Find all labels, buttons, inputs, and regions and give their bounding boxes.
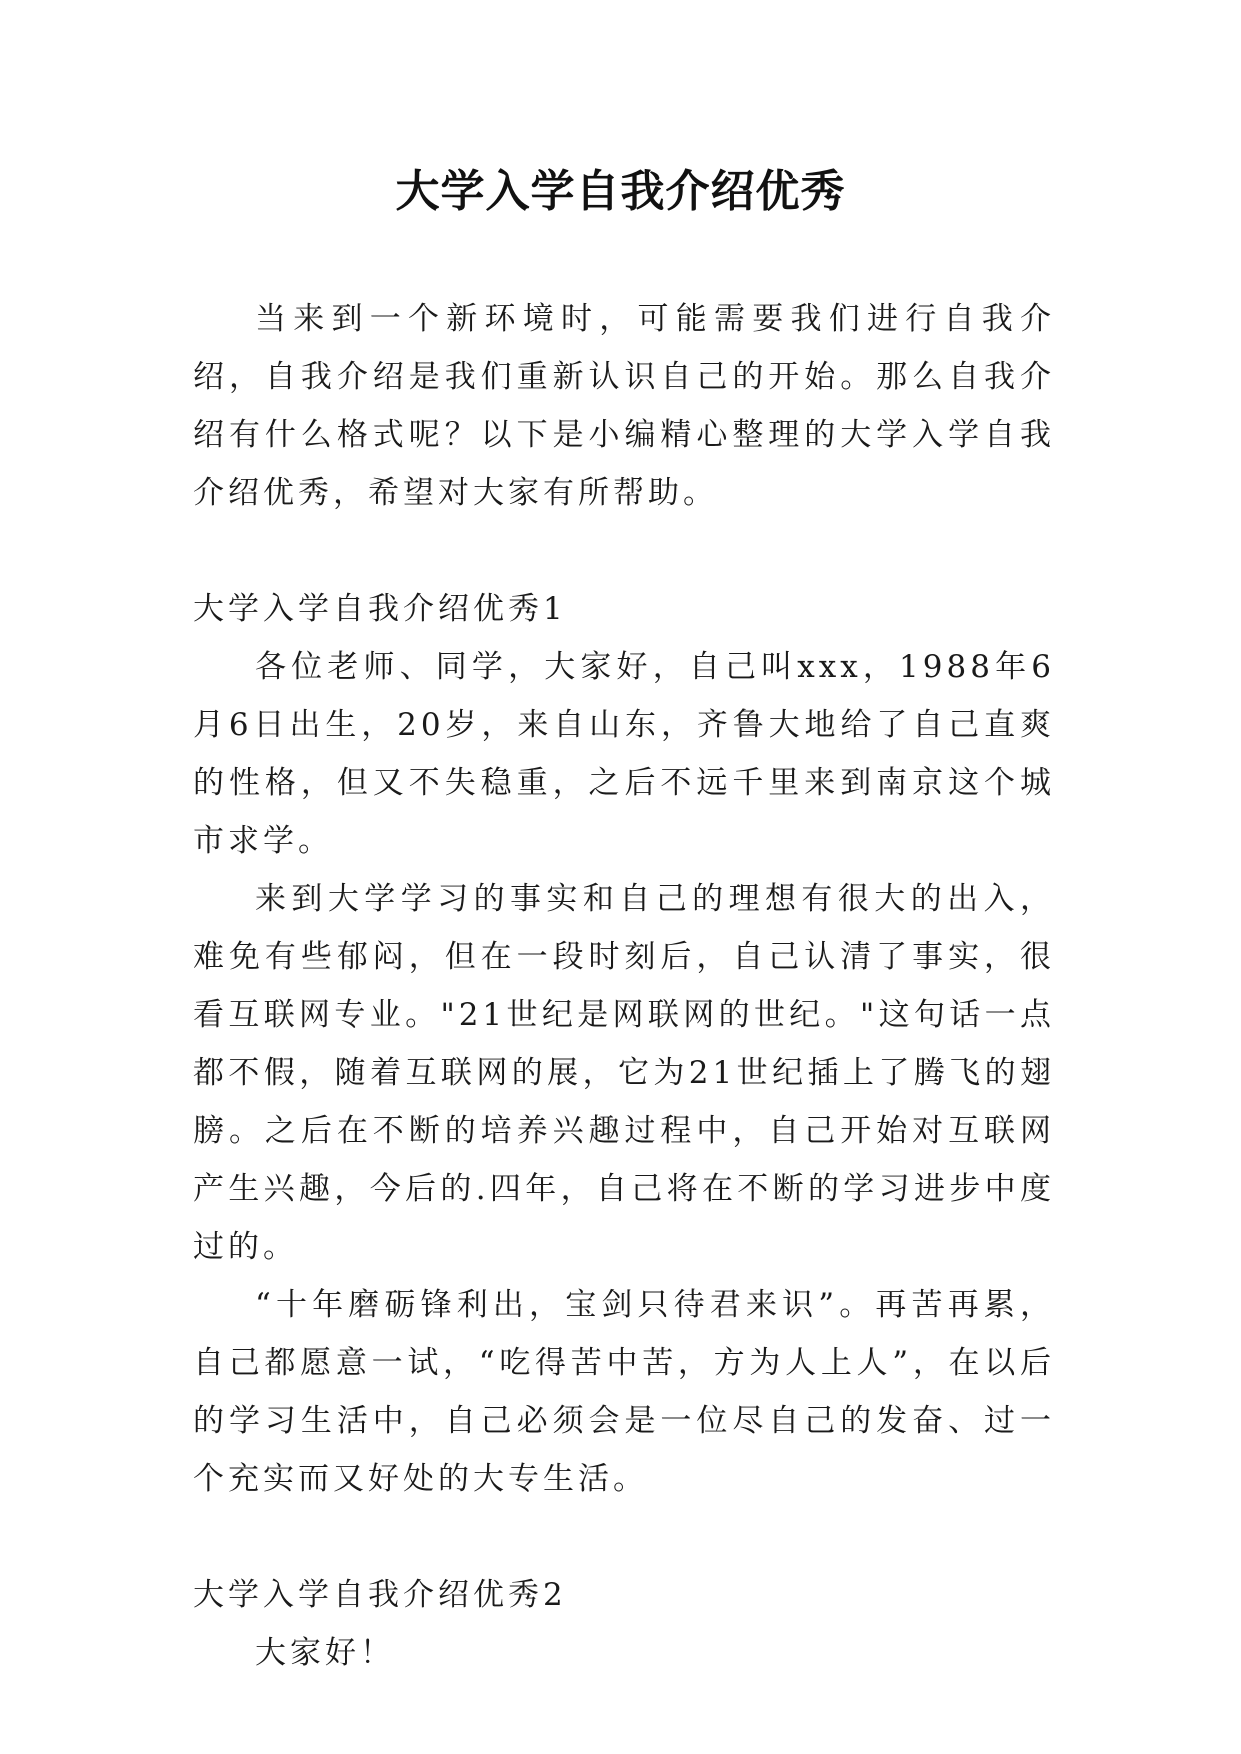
section-1-paragraph-1: 各位老师、同学，大家好，自己叫xxx，1988年6月6日出生，20岁，来自山东，齐鲁大地给了自己直爽的性格，但又不失稳重，之后不远千里来到南京这个城市求学。 [193,649,1055,859]
document-body [193,290,1055,1682]
section-1-paragraph-3: “十年磨砺锋利出，宝剑只待君来识”。再苦再累，自己都愿意一试，“吃得苦中苦，方为人上人”，在以后的学习生活中，自己必须会是一位尽自己的发奋、过一个充实而又好处的大专生活。 [193,1287,1055,1497]
spacer [193,522,1055,580]
section-heading-1: 大学入学自我介绍优秀1 [193,591,567,627]
spacer [193,1508,1055,1566]
intro-paragraph: 当来到一个新环境时，可能需要我们进行自我介绍，自我介绍是我们重新认识自己的开始。那么自我介绍有什么格式呢？以下是小编精心整理的大学入学自我介绍优秀，希望对大家有所帮助。 [193,301,1055,511]
section-heading-2: 大学入学自我介绍优秀2 [193,1577,567,1613]
section-2-paragraph-1: 大家好！ [255,1635,395,1671]
section-1-paragraph-2: 来到大学学习的事实和自己的理想有很大的出入，难免有些郁闷，但在一段时刻后，自己认清了事实，很看互联网专业。"21世纪是网联网的世纪。"这句话一点都不假，随着互联网的展，它为21世纪插上了腾飞的翅膀。之后在不断的培养兴趣过程中，自己开始对互联网产生兴趣，今后的.四年，自己将在不断的学习进步中度过的。 [193,881,1055,1265]
document-title: 大学入学自我介绍优秀 [395,166,846,217]
